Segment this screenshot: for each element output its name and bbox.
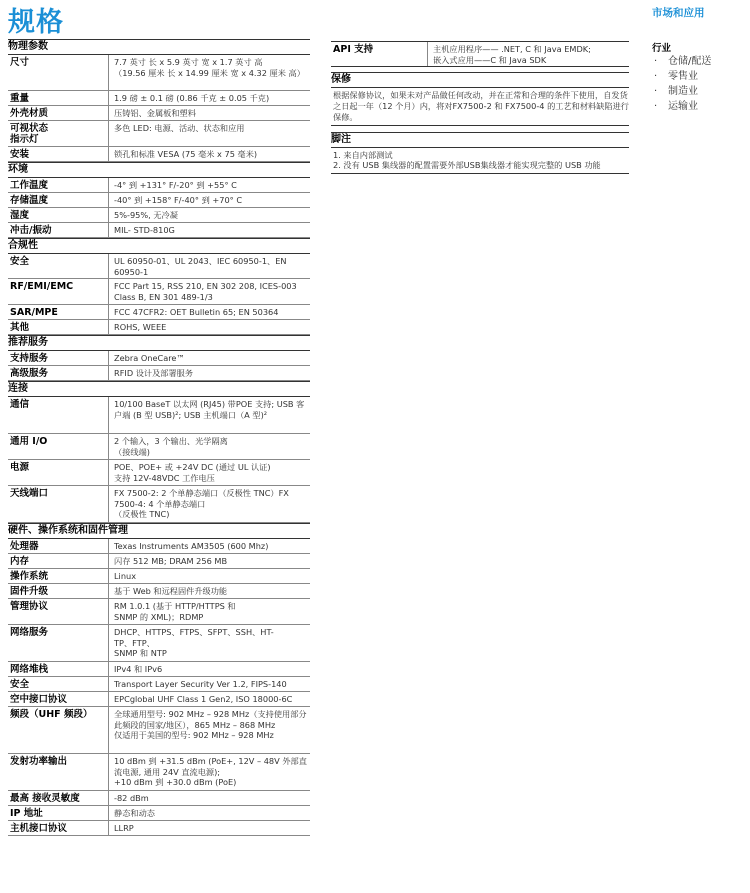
spec-value: -40° 到 +158° F/-40° 到 +70° C	[114, 195, 243, 205]
section-heading-compliance: 合规性	[8, 238, 310, 254]
spec-row	[8, 584, 310, 599]
spec-row	[8, 178, 310, 193]
specs-left-column	[8, 39, 310, 836]
spec-label: SAR/MPE	[8, 305, 109, 319]
spec-label: 安装	[8, 147, 109, 161]
spec-row	[8, 569, 310, 584]
spec-value: FCC 47CFR2: OET Bulletin 65; EN 50364	[114, 307, 279, 318]
spec-label: RF/EMI/EMC	[8, 279, 109, 304]
industry-item-label: 制造业	[668, 86, 698, 97]
spec-label: 安全	[8, 254, 109, 278]
section-hardware	[8, 523, 310, 836]
spec-label: 可视状态 指示灯	[8, 121, 109, 146]
markets-title: 市场和应用	[652, 7, 705, 19]
spec-label: 湿度	[8, 208, 109, 222]
api-support-row	[331, 41, 629, 67]
spec-label: 管理协议	[8, 599, 109, 624]
spec-label: 支持服务	[8, 351, 109, 365]
spec-value: 静态和动态	[114, 808, 155, 819]
bullet-icon: ·	[654, 56, 658, 67]
section-heading-hardware: 硬件、操作系统和固件管理	[8, 523, 310, 539]
spec-value: 10/100 BaseT 以太网 (RJ45) 带POE 支持; USB 客户端 (B 型 USB)²; USB 主机端口（A 型)²	[114, 399, 305, 420]
spec-label: 固件升级	[8, 584, 109, 598]
spec-row	[8, 254, 310, 279]
spec-row	[8, 677, 310, 692]
section-heading-connectivity: 连接	[8, 381, 310, 397]
spec-row	[8, 279, 310, 305]
spec-value: 锁孔和标准 VESA (75 毫米 x 75 毫米)	[114, 149, 258, 159]
spec-row	[8, 305, 310, 320]
section-services	[8, 335, 310, 381]
spec-row	[8, 366, 310, 381]
spec-row	[8, 55, 310, 91]
industry-item-label: 零售业	[668, 71, 698, 82]
spec-value: 压铸铝、金属板和塑料	[114, 108, 196, 118]
spec-value: RFID 设计及部署服务	[114, 368, 194, 379]
spec-value: Transport Layer Security Ver 1.2, FIPS-140	[114, 679, 287, 690]
section-compliance	[8, 238, 310, 335]
spec-label: 通信	[8, 397, 109, 433]
spec-value: 7.7 英寸 长 x 5.9 英寸 宽 x 1.7 英寸 高 （19.56 厘米 长 x 14.99 厘米 宽 x 4.32 厘米 高）	[114, 57, 305, 78]
spec-row	[8, 397, 310, 434]
bullet-icon: ·	[654, 86, 658, 97]
spec-value: Linux	[114, 571, 137, 582]
spec-label: 高级服务	[8, 366, 109, 380]
spec-value: -4° 到 +131° F/-20° 到 +55° C	[114, 180, 237, 190]
spec-row	[8, 434, 310, 460]
api-support-value: 主机应用程序—— .NET, C 和 Java EMDK; 嵌入式应用——C 和 Java SDK	[433, 44, 591, 65]
spec-label: 工作温度	[8, 178, 109, 192]
spec-label: IP 地址	[8, 806, 109, 820]
spec-value: UL 60950-01、UL 2043、IEC 60950-1、EN 60950-1	[114, 256, 287, 277]
spec-label: 最高 接收灵敏度	[8, 791, 109, 805]
spec-value: 闪存 512 MB; DRAM 256 MB	[114, 556, 228, 567]
spec-row	[8, 351, 310, 366]
spec-label: 尺寸	[8, 55, 109, 90]
spec-row	[8, 554, 310, 569]
bullet-icon: ·	[654, 101, 658, 112]
bullet-icon: ·	[654, 71, 658, 82]
spec-value: 基于 Web 和远程固件升级功能	[114, 586, 228, 597]
spec-value: FX 7500-2: 2 个单静态端口（反极性 TNC）FX 7500-4: 4 个单静态端口 （反极性 TNC)	[114, 488, 289, 520]
spec-row	[8, 692, 310, 707]
warranty-heading: 保修	[331, 72, 629, 88]
markets-column	[652, 5, 747, 114]
section-connectivity	[8, 381, 310, 523]
industry-item-label: 运输业	[668, 101, 698, 112]
spec-row	[8, 147, 310, 162]
section-heading-physical: 物理参数	[8, 39, 310, 55]
spec-value: -82 dBm	[114, 793, 149, 804]
spec-value: 5%-95%, 无冷凝	[114, 210, 178, 220]
spec-value: POE、POE+ 或 +24V DC (通过 UL 认证) 支持 12V-48VDC 工作电压	[114, 462, 271, 483]
spec-row	[8, 91, 310, 106]
spec-value: Texas Instruments AM3505 (600 Mhz)	[114, 541, 269, 552]
spec-label: 网络堆栈	[8, 662, 109, 676]
spec-row	[8, 486, 310, 523]
spec-label: 冲击/振动	[8, 223, 109, 237]
industry-item	[654, 84, 747, 99]
specs-middle-column	[331, 41, 629, 174]
spec-row	[8, 806, 310, 821]
spec-label: 通用 I/O	[8, 434, 109, 459]
api-support-label: API 支持	[331, 42, 428, 66]
section-heading-environment: 环境	[8, 162, 310, 178]
spec-label: 发射功率输出	[8, 754, 109, 790]
spec-label: 处理器	[8, 539, 109, 553]
spec-label: 外壳材质	[8, 106, 109, 120]
spec-row	[8, 662, 310, 677]
industry-item-label: 仓储/配送	[668, 56, 712, 67]
spec-label: 安全	[8, 677, 109, 691]
spec-label: 内存	[8, 554, 109, 568]
spec-value: 1.9 磅 ± 0.1 磅 (0.86 千克 ± 0.05 千克)	[114, 93, 270, 103]
spec-row	[8, 121, 310, 147]
spec-label: 电源	[8, 460, 109, 485]
spec-row	[8, 320, 310, 335]
spec-label: 天线端口	[8, 486, 109, 522]
spec-row	[8, 223, 310, 238]
spec-value: EPCglobal UHF Class 1 Gen2, ISO 18000-6C	[114, 694, 293, 705]
industry-item	[654, 69, 747, 84]
spec-label: 频段（UHF 频段）	[8, 707, 109, 753]
spec-row	[8, 707, 310, 754]
footnotes-heading: 脚注	[331, 132, 629, 148]
spec-value: 全球通用型号: 902 MHz – 928 MHz（支持使用部分此频段的国家/地区），865 MHz – 868 MHz 仅适用于美国的型号: 902 MHz – 928 MHz	[114, 709, 307, 741]
spec-row	[8, 193, 310, 208]
spec-value: FCC Part 15, RSS 210, EN 302 208, ICES-003 Class B, EN 301 489-1/3	[114, 281, 297, 302]
spec-label: 网络服务	[8, 625, 109, 661]
spec-row	[8, 599, 310, 625]
spec-row	[8, 460, 310, 486]
spec-value: ROHS, WEEE	[114, 322, 167, 333]
spec-value: IPv4 和 IPv6	[114, 664, 163, 675]
spec-label: 其他	[8, 320, 109, 334]
spec-row	[8, 791, 310, 806]
warranty-text: 根据保修协议，如果未对产品做任何改动，并在正常和合理的条件下使用，自发货之日起一年（12 个月）内，将对FX7500-2 和 FX7500-4 的工艺和材料缺陷进行保修。	[331, 88, 629, 125]
page-title: 规格	[8, 7, 64, 38]
spec-label: 主机接口协议	[8, 821, 109, 835]
industry-item	[654, 99, 747, 114]
spec-row	[8, 821, 310, 836]
spec-row	[8, 754, 310, 791]
industry-subtitle: 行业	[652, 43, 672, 54]
section-physical	[8, 39, 310, 162]
spec-label: 存储温度	[8, 193, 109, 207]
spec-value: MIL- STD-810G	[114, 225, 175, 235]
industry-item	[654, 54, 747, 69]
spec-value: 2 个输入，3 个输出、光学隔离 （接线端)	[114, 436, 228, 457]
spec-row	[8, 208, 310, 223]
spec-label: 空中接口协议	[8, 692, 109, 706]
section-environment	[8, 162, 310, 238]
spec-value: RM 1.0.1 (基于 HTTP/HTTPS 和 SNMP 的 XML)；RDMP	[114, 601, 236, 622]
spec-label: 重量	[8, 91, 109, 105]
industry-list	[652, 54, 747, 114]
spec-row	[8, 539, 310, 554]
spec-row	[8, 106, 310, 121]
spec-value: LLRP	[114, 823, 134, 834]
spec-value: 多色 LED: 电源、活动、状态和应用	[114, 123, 245, 133]
spec-value: DHCP、HTTPS、FTPS、SFPT、SSH、HT- TP、FTP、 SNMP 和 NTP	[114, 627, 274, 659]
spec-value: 10 dBm 到 +31.5 dBm (PoE+, 12V – 48V 外部直流电源, 通用 24V 直流电源); +10 dBm 到 +30.0 dBm (PoE)	[114, 756, 307, 788]
spec-value: Zebra OneCare™	[114, 353, 185, 364]
spec-label: 操作系统	[8, 569, 109, 583]
spec-row	[8, 625, 310, 662]
section-heading-services: 推荐服务	[8, 335, 310, 351]
footnotes-text: 1. 来自内部测试 2. 没有 USB 集线器的配置需要外部USB集线器才能实现完整的 USB 功能	[331, 148, 629, 175]
